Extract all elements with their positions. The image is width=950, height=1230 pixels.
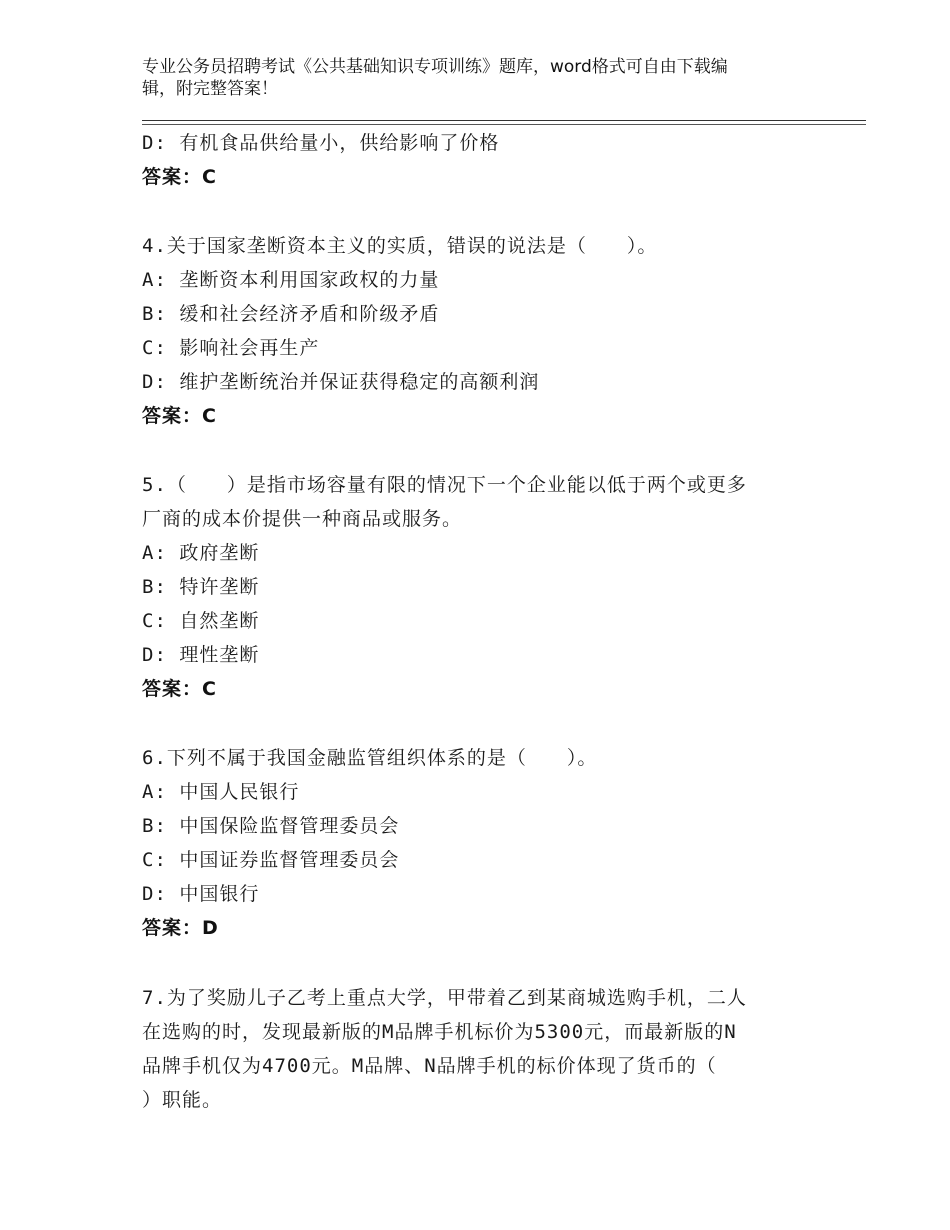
option-d: D: 中国银行 [142, 883, 260, 905]
option-d: D: 有机食品供给量小，供给影响了价格 [142, 132, 500, 154]
answer-line: 答案：C [142, 405, 217, 427]
question-4 [142, 229, 802, 433]
option-b: B: 特许垄断 [142, 576, 260, 598]
option-d: D: 理性垄断 [142, 644, 260, 666]
header-line-1: 专业公务员招聘考试《公共基础知识专项训练》题库，word格式可自由下载编 [142, 57, 728, 77]
question-stem-line-2: 在选购的时，发现最新版的M品牌手机标价为5300元，而最新版的N [142, 1021, 737, 1043]
option-b: B: 中国保险监督管理委员会 [142, 815, 400, 837]
question-stem-line-1: 5.（ ）是指市场容量有限的情况下一个企业能以低于两个或更多 [142, 474, 747, 496]
option-c: C: 中国证券监督管理委员会 [142, 849, 400, 871]
option-a: A: 垄断资本利用国家政权的力量 [142, 269, 440, 291]
question-stem-line-2: 厂商的成本价提供一种商品或服务。 [142, 508, 463, 530]
header-rule-thick [142, 120, 866, 121]
question-stem-line-1: 7.为了奖励儿子乙考上重点大学，甲带着乙到某商城选购手机，二人 [142, 987, 747, 1009]
question-stem: 6.下列不属于我国金融监管组织体系的是（ ）。 [142, 747, 598, 769]
question-stem: 4.关于国家垄断资本主义的实质，错误的说法是（ ）。 [142, 235, 658, 257]
answer-line: 答案：C [142, 678, 217, 700]
page-header [142, 56, 792, 100]
answer-line: 答案：C [142, 166, 217, 188]
option-d: D: 维护垄断统治并保证获得稳定的高额利润 [142, 371, 540, 393]
question-5 [142, 468, 802, 706]
question-6 [142, 741, 802, 945]
option-c: C: 影响社会再生产 [142, 337, 320, 359]
question-stem-line-3: 品牌手机仅为4700元。M品牌、N品牌手机的标价体现了货币的（ [142, 1055, 717, 1077]
option-c: C: 自然垄断 [142, 610, 260, 632]
carryover-block [142, 126, 802, 194]
question-stem-line-4: ）职能。 [142, 1089, 223, 1111]
answer-line: 答案：D [142, 917, 219, 939]
header-rule-thin [142, 124, 866, 125]
header-line-2: 辑，附完整答案！ [142, 79, 278, 99]
option-a: A: 中国人民银行 [142, 781, 300, 803]
option-a: A: 政府垄断 [142, 542, 260, 564]
option-b: B: 缓和社会经济矛盾和阶级矛盾 [142, 303, 440, 325]
question-7 [142, 981, 802, 1117]
